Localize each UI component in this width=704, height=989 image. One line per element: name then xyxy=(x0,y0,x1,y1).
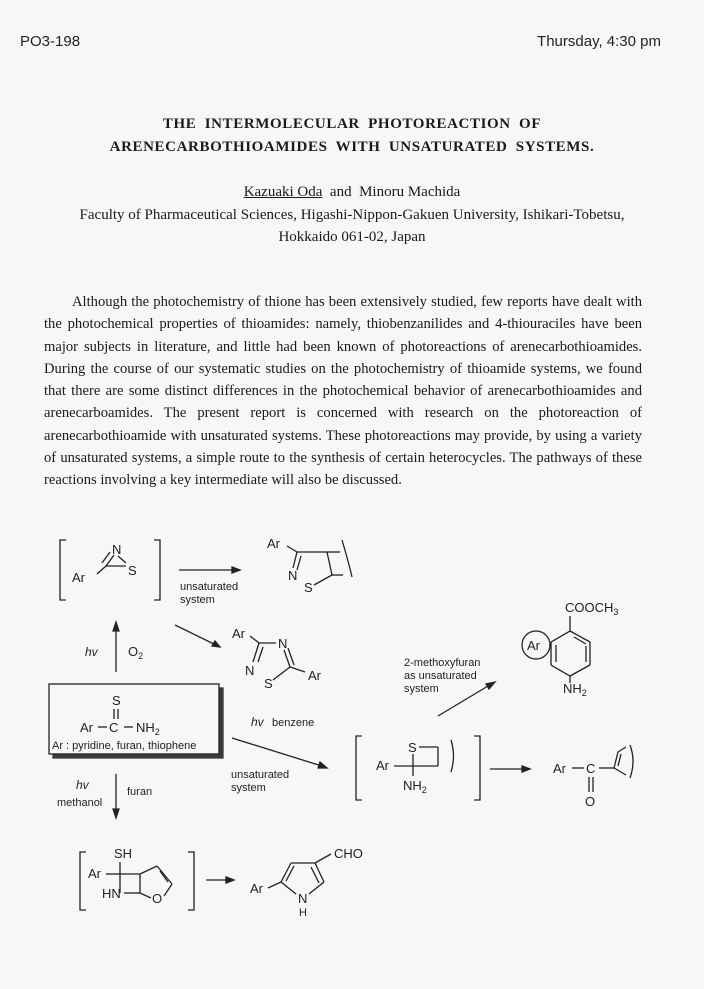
svg-text:furan: furan xyxy=(127,786,153,798)
affiliation-line-2: Hokkaido 061-02, Japan xyxy=(278,229,426,245)
svg-text:hv: hv xyxy=(251,715,264,729)
authors xyxy=(0,181,704,204)
benzene-photolysis-arrow xyxy=(231,715,327,794)
svg-text:O: O xyxy=(585,794,596,809)
svg-text:system: system xyxy=(404,683,439,695)
author-conjunction: and xyxy=(329,184,352,200)
aminoester-product xyxy=(522,600,618,698)
svg-text:Ar: Ar xyxy=(553,761,566,776)
ketone-product xyxy=(553,745,633,809)
svg-text:S: S xyxy=(128,563,137,578)
photolysis-oxygen-arrow xyxy=(85,622,143,672)
svg-text:Ar : pyridine, furan, thiophen: Ar : pyridine, furan, thiophene xyxy=(52,740,197,752)
svg-text:2-methoxyfuran: 2-methoxyfuran xyxy=(404,657,481,669)
arrow-to-thiadiazole xyxy=(175,625,220,647)
svg-text:Ar: Ar xyxy=(88,866,101,881)
bracket-left xyxy=(60,540,66,600)
svg-text:N: N xyxy=(298,891,308,906)
svg-text:Ar: Ar xyxy=(376,758,389,773)
thietane-intermediate xyxy=(356,736,480,800)
abstract-body: Although the photochemistry of thione has been extensively studied, few reports have dealt with the photochemical properties of thioamides: namely, thiobenzanilides and 4-thiouraciles have been major subjects in literature, and little had been known of photoreactions of arenecarbothioamides. During the course of our systematic studies on the photochemistry of thioamide systems, we found that there are some distinct differences in the photochemical behavior of arenecarbothioamides and arenecarboamides. The present report is concerned with research on the photoreaction of arenecarbothioamide with unsaturated systems. These photoreactions may provide, by using a variety of unsaturated systems, a simple route to the synthesis of certain heterocycles. The pathways of these reactions involving a key intermediate will also be discussed. xyxy=(44,294,642,489)
svg-text:N: N xyxy=(278,636,288,651)
svg-text:as unsaturated: as unsaturated xyxy=(404,670,477,682)
azetidine-intermediate xyxy=(80,846,194,910)
svg-text:system: system xyxy=(180,594,215,606)
svg-text:system: system xyxy=(231,782,266,794)
svg-text:hv: hv xyxy=(85,645,98,659)
svg-text:S: S xyxy=(264,676,273,691)
svg-text:Ar: Ar xyxy=(308,668,321,683)
svg-text:HN: HN xyxy=(102,886,121,901)
svg-text:O: O xyxy=(152,891,163,906)
arrow-to-isothiazoline xyxy=(179,567,240,606)
svg-text:NH2: $NH_2$ xyxy=(563,681,587,698)
affiliation xyxy=(0,204,704,248)
furan-photolysis-arrow xyxy=(57,774,152,818)
thiadiazole-product xyxy=(232,626,322,691)
isothiazoline-product xyxy=(267,536,352,595)
arrow-to-pyrrole xyxy=(206,877,234,883)
bracket-right xyxy=(474,736,480,800)
affiliation-line-1: Faculty of Pharmaceutical Sciences, Higashi-Nippon-Gakuen University, Ishikari-Tobetsu, xyxy=(79,207,625,223)
svg-text:NH2: $NH_2$ xyxy=(136,720,160,737)
title-line-2: ARENECARBOTHIOAMIDES WITH UNSATURATED SYSTEMS. xyxy=(109,139,595,155)
presenting-author: Kazuaki Oda xyxy=(243,184,323,200)
svg-text:SH: SH xyxy=(114,846,133,861)
svg-text:NH2: $NH_2$ xyxy=(403,778,427,795)
starting-thioamide-box xyxy=(49,684,223,758)
svg-text:Ar: Ar xyxy=(72,570,85,585)
svg-text:C: C xyxy=(586,761,596,776)
svg-text:methanol: methanol xyxy=(57,797,103,809)
svg-text:C: C xyxy=(109,720,119,735)
bracket-right xyxy=(154,540,160,600)
svg-text:Ar: Ar xyxy=(527,638,540,653)
title-line-1: THE INTERMOLECULAR PHOTOREACTION OF xyxy=(162,116,542,132)
bracket-left xyxy=(80,852,86,910)
svg-text:N: N xyxy=(245,663,255,678)
svg-text:COOCH3: $COOCH_3$ xyxy=(565,600,619,617)
svg-text:Ar: Ar xyxy=(267,536,280,551)
svg-text:N: N xyxy=(112,542,122,557)
svg-text:unsaturated: unsaturated xyxy=(180,581,239,593)
svg-text:unsaturated: unsaturated xyxy=(231,769,290,781)
svg-text:S: S xyxy=(112,693,121,708)
thiazirine-intermediate xyxy=(60,540,160,600)
svg-text:CHO: CHO xyxy=(334,846,363,861)
session-time: Thursday, 4:30 pm xyxy=(537,33,661,50)
svg-text:O2: $O_2$ xyxy=(128,644,144,661)
poster-code: PO3-198 xyxy=(20,33,81,50)
svg-text:S: S xyxy=(304,580,313,595)
bracket-left xyxy=(356,736,362,800)
svg-text:N: N xyxy=(288,568,298,583)
methoxyfuran-arrow xyxy=(404,657,495,716)
arrow-to-ketone xyxy=(490,766,530,772)
svg-text:Ar: Ar xyxy=(250,881,263,896)
svg-text:hv: hv xyxy=(76,778,89,792)
svg-text:Ar: Ar xyxy=(80,720,93,735)
svg-text:benzene: benzene xyxy=(272,717,315,729)
svg-text:H: H xyxy=(299,907,307,919)
co-author: Minoru Machida xyxy=(359,184,461,200)
reaction-scheme xyxy=(0,520,704,989)
svg-text:Ar: Ar xyxy=(232,626,245,641)
pyrrole-product xyxy=(250,846,363,919)
svg-text:S: S xyxy=(408,740,417,755)
bracket-right xyxy=(188,852,194,910)
paper-title xyxy=(0,113,704,159)
